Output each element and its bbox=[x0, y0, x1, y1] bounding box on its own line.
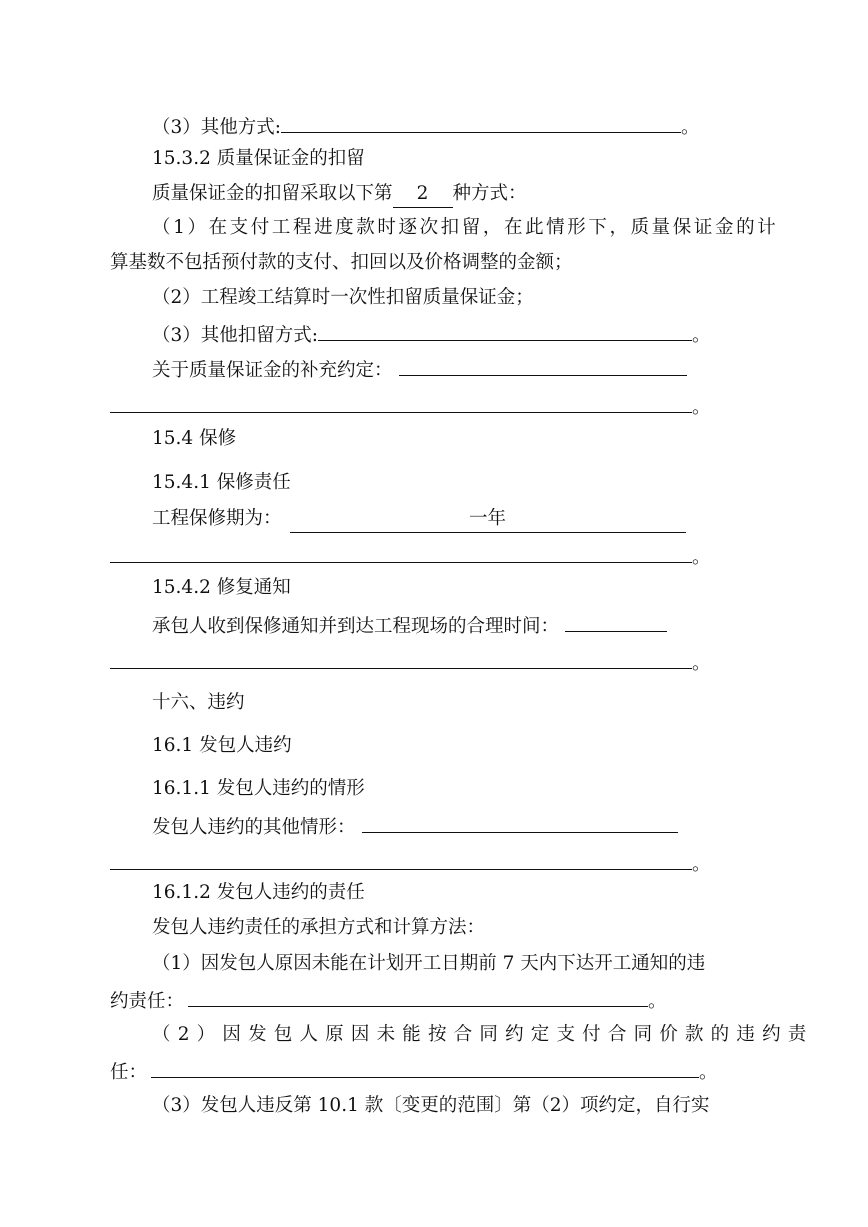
withholding-method-line: 质量保证金的扣留采取以下第 2 种方式： bbox=[152, 181, 527, 208]
blank-line bbox=[110, 849, 692, 870]
liability-line: 约责任： 。 bbox=[110, 986, 667, 1015]
paragraph-line: （1）因发包人原因未能在计划开工日期前 7 天内下达开工通知的违 bbox=[152, 953, 706, 974]
continuation-line: 。 bbox=[110, 392, 711, 421]
continuation-line: 。 bbox=[110, 648, 711, 677]
paragraph-line: 算基数不包括预付款的支付、扣回以及价格调整的金额； bbox=[110, 252, 573, 273]
blank-line bbox=[362, 812, 678, 833]
clause-heading-15-4: 15.4 保修 bbox=[152, 428, 237, 449]
paragraph-line: 发包人违约责任的承担方式和计算方法： bbox=[152, 917, 486, 938]
blank-line bbox=[151, 1057, 699, 1078]
blank-line bbox=[318, 320, 692, 341]
paragraph-line: （2）工程竣工结算时一次性扣留质量保证金； bbox=[152, 287, 534, 308]
clause-heading-16-1-2: 16.1.2 发包人违约的责任 bbox=[152, 882, 365, 903]
continuation-line: 。 bbox=[110, 542, 711, 571]
supplementary-agreement-line: 关于质量保证金的补充约定： bbox=[152, 355, 687, 384]
clause-heading-15-4-2: 15.4.2 修复通知 bbox=[152, 577, 291, 598]
other-method-line: （3）其他方式: 。 bbox=[152, 112, 700, 141]
blank-line bbox=[399, 355, 687, 376]
liability-line: 任： 。 bbox=[110, 1057, 718, 1086]
blank-line bbox=[110, 392, 692, 413]
chapter-heading-16: 十六、违约 bbox=[152, 692, 245, 713]
blank-line bbox=[110, 648, 692, 669]
clause-heading-16-1: 16.1 发包人违约 bbox=[152, 735, 292, 756]
continuation-line: 。 bbox=[110, 849, 711, 878]
repair-time-line: 承包人收到保修通知并到达工程现场的合理时间： bbox=[152, 611, 667, 640]
paragraph-line: （2）因发包人原因未能按合同约定支付合同价款的违约责 bbox=[152, 1024, 814, 1045]
clause-heading-15-3-2: 15.3.2 质量保证金的扣留 bbox=[152, 148, 365, 169]
warranty-period-line: 工程保修期为： 一年 bbox=[152, 506, 686, 533]
filled-value: 一年 bbox=[290, 506, 686, 533]
clause-heading-15-4-1: 15.4.1 保修责任 bbox=[152, 472, 291, 493]
blank-line bbox=[565, 611, 667, 632]
clause-heading-16-1-1: 16.1.1 发包人违约的情形 bbox=[152, 778, 365, 799]
paragraph-line: （3）发包人违反第 10.1 款〔变更的范围〕第（2）项约定，自行实 bbox=[152, 1095, 710, 1116]
blank-line bbox=[188, 986, 648, 1007]
other-withholding-line: （3）其他扣留方式: 。 bbox=[152, 320, 711, 349]
other-breach-line: 发包人违约的其他情形： bbox=[152, 812, 678, 841]
paragraph-line: （1）在支付工程进度款时逐次扣留，在此情形下，质量保证金的计 bbox=[152, 217, 779, 238]
blank-line bbox=[281, 112, 681, 133]
blank-line bbox=[110, 542, 692, 563]
filled-value: 2 bbox=[393, 181, 453, 208]
